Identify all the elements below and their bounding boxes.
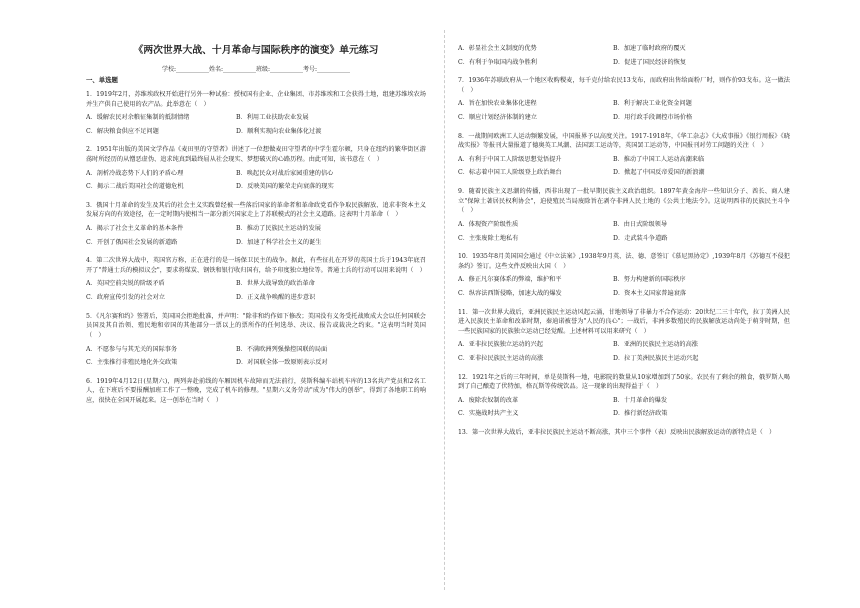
answer-option[interactable]: D．顺利实现向农业集体化过渡 [236,127,322,135]
answer-option[interactable]: D．反映美国的繁荣走向衰落的现实 [236,183,334,191]
answer-option[interactable]: C．主张推行非殖民地化外交政策 [86,359,178,367]
answer-options [458,44,790,71]
exam-title: 《两次世界大战、十月革命与国际秩序的演变》单元练习 [133,45,379,56]
question-text: 8．一战期间欧洲工人运动频繁发展，中国报界予以高度关注。1917-1918年，《华工杂志》《大成事报》《银行周报》《晓战实报》等报刊大量报道了德奥英工风潮、法国罢工运动等，英国罢工运动等，中国报刊对劳工问题的关注（ ） [458,132,790,150]
question-text: 4．第二次世界大战中，英国官方称，正在进行的是一场保卫民主的战争。据此，有些征扎在开罗的英国士兵于1943年底召开了"普通士兵的模拟议会"，要求将煤炭、钢铁和银行收归国有，给予印度独立地位等。普通士兵的行动可以用来说明（ ） [86,257,426,274]
question-text: 11．第一次世界大战后，亚洲民族民主运动风起云涌，甘地领导了非暴力不合作运动：20世纪二三十年代，拉丁美洲人民进入民族民主革命和改革时期，秦迪诺被誉为"人民的良心"；一战后，非洲多数殖民的民族解放运动尚处于萌芽时期，但一些民族国家的民族独立运动已经觉醒。上述材料可以用来研究（ ） [458,308,790,335]
answer-option[interactable]: C．主张废除土地私有 [458,234,519,242]
answer-options [86,113,426,140]
answer-options [86,224,426,251]
answer-options [458,340,790,367]
answer-option[interactable]: B．世界大战导致的政治革命 [236,280,315,288]
answer-option[interactable]: A．英国空前尖锐的阶级矛盾 [86,280,165,288]
answer-option[interactable]: A．废除农奴制的改革 [458,396,519,404]
answer-option[interactable]: D．推行新经济政策 [613,410,668,418]
answer-option[interactable]: B．利用工业扶助农业发展 [236,114,309,122]
answer-option[interactable]: C．亚非拉民族民主运动的高涨 [458,355,544,363]
question-text: 13．第一次世界大战后，亚非拉民族民主运动不断高涨，其中三个事件（表）反映出民族解放运动的新特点是（ ） [458,429,776,437]
answer-option[interactable]: B．唤起民众对战后家园重建的信心 [236,169,334,177]
question-text: 9．随着民族主义思潮的传播，西非出现了一批早期民族主义政治组织。1897年黄金海岸一些知识分子、酋长、商人建立"保障土著居民权利协会"，迫使殖民当局废除旨在剥夺非洲人民土地的《公共土地法令》。这说明西非的民族民主斗争（ ） [458,188,790,215]
answer-option[interactable]: C．实施战时共产主义 [458,410,519,418]
answer-option[interactable]: B．利于解决工业化资金问题 [613,100,692,108]
answer-option[interactable]: B．十月革命的爆发 [613,396,668,404]
student-info-line: 学校:___________姓名:___________班级:___________考号:___________ [161,66,351,73]
question-text: 6．1919年4月12日(星期六)，两列奔赴前线的车厢因机车故障而无法前行，莫斯科编车站机车库的13名共产党员和2名工人，在下班后不要报酬加班工作了一整晚，完成了机车的修理。"星期六义务劳动"成为"伟大的创举"，得到了各地职工的响应，很快在全国开展起来。这一创举在当时（ ） [86,377,426,404]
answer-option[interactable]: A．缓解农民对余粮征集制的抵制情绪 [86,114,190,122]
question-text: 7．1936年苏联政府从一个地区收购稷麦，每千克付给农民13戈布，而政府出售给面粉厂时，则作价93戈布。这一做法（ ） [458,77,790,94]
answer-option[interactable]: B．由日式阶级领导 [613,220,668,228]
answer-option[interactable]: C．标志着中国工人阶级登上政治舞台 [458,169,562,177]
answer-option[interactable]: B．努力构建新的国际秩序 [613,276,686,284]
answer-option[interactable]: D．用行政手段调控市场价格 [613,114,693,122]
answer-option[interactable]: A．不愿参与与其无关的国际事务 [86,345,178,353]
answer-option[interactable]: D．拉丁美洲民族民主运动兴起 [613,355,699,363]
answer-options [458,396,790,423]
answer-option[interactable]: D．掀起了中国反帝爱国的新浪潮 [613,169,705,177]
answer-option[interactable]: A．亚非拉民族独立运动的兴起 [458,341,543,349]
answer-option[interactable]: A．揭示了社会主义革命的基本条件 [86,225,184,233]
answer-option[interactable]: B．不满欧洲列强操控国联的局面 [236,345,328,353]
answer-option[interactable]: D．对国联全体一致原则表示反对 [236,359,328,367]
answer-option[interactable]: A．修正凡尔赛体系的弊端，维护和平 [458,276,562,284]
answer-option[interactable]: C．有利于争取国内战争胜利 [458,58,537,66]
answer-options [86,279,426,306]
answer-options [458,155,790,182]
answer-option[interactable]: D．走武装斗争道路 [613,234,668,242]
answer-options [86,169,426,196]
answer-option[interactable]: D．加速了科学社会主义的诞生 [236,238,322,246]
answer-option[interactable]: B．加速了临时政府的覆灭 [613,45,686,52]
answer-option[interactable]: B．亚洲的民族民主运动的高涨 [613,341,698,349]
question-text: 3．俄国十月革命的发生及其后的社会主义实践曾经被一些落后国家的革命者和革命政党看作争取民族解放、追求非资本主义发展方向的有效途径，在一定时期内使相当一部分新兴国家走上了苏联模式的社会主义道路。这表明十月革命（ ） [86,201,426,219]
answer-option[interactable]: D．资本主义国家普遍衰落 [613,289,687,297]
answer-option[interactable]: D．正义战争唤醒的进步意识 [236,294,316,302]
answer-option[interactable]: C．开创了俄国社会发展的新道路 [86,238,178,246]
answer-option[interactable]: C．纵容法西斯侵略，加速大战的爆发 [458,289,562,297]
answer-option[interactable]: C．顺应计划经济体制的建立 [458,114,537,122]
answer-option[interactable]: A．体现资产阶级性质 [458,220,519,228]
right-column [458,40,790,439]
answer-option[interactable]: D．促进了国民经济的恢复 [613,58,687,66]
answer-option[interactable]: A．剖析冷战态势下人们的矛盾心理 [86,169,184,177]
answer-option[interactable]: C．揭示二战后美国社会的道德危机 [86,183,184,191]
answer-options [86,345,426,372]
answer-option[interactable]: B．推动了民族民主运动的发展 [236,225,321,233]
answer-option[interactable]: B．推动了中国工人运动高潮来临 [613,155,705,163]
section-heading: 一、单选题 [86,76,118,84]
answer-option[interactable]: A．有利于中国工人阶级思想觉悟提升 [458,155,562,163]
answer-option[interactable]: C．政府宣传引发的社会对立 [86,294,165,302]
question-text: 5．《凡尔赛和约》签署后，美国国会拒绝批准，并声明："除非和约作如下修改；美国没有义务受托战败成大会以任何国联会员国及其自治领、殖民地和帝国的其他部分一票以上的票所作的任何选举、决议、报告或裁决之约束。"这表明当时美国（ ） [86,312,426,339]
question-text: 12．1921年之后的三年时间，单是莫斯科一地，电影院的数量从10家增加到了50家。农民有了剩余的粮食，俄罗斯人喝到了自己酿造了伏特加，格瓦斯等传统饮品。这一现象的出现得益于（ ） [458,373,790,391]
answer-option[interactable]: A．旨在加快农业集体化进程 [458,100,537,108]
answer-options [458,220,790,247]
question-text: 1．1919年2月，苏维埃政权开始进行另外一种试验：授权国有企业、企业集团、市苏维埃和工会获得土地，组建苏维埃农场并生产供自己使用的农产品。此举意在（ ） [86,90,426,108]
answer-option[interactable]: A．彰显社会主义制度的优势 [458,45,537,52]
answer-option[interactable]: C．解决粮食供应不足问题 [86,127,159,135]
left-column [86,40,426,407]
column-divider [444,30,445,590]
question-text: 2．1951年出版的美国文学作品《麦田里的守望者》讲述了一位想做麦田守望者的中学生霍尔顿，只身在纽约的繁华街区游荡时所经历的从憎恶虚伪、追求纯真到最终屈从社会现实、梦想破灭的心路历程。由此可知，该书意在（ ） [86,146,426,163]
question-text: 10．1935年8月美国国会通过《中立法案》,1938年9月英、法、德、意签订《慕尼黑协定》,1939年8月《苏德互不侵犯条约》签订。这些文件反映出大国（ ） [458,253,790,270]
answer-options [458,99,790,126]
answer-options [458,275,790,302]
